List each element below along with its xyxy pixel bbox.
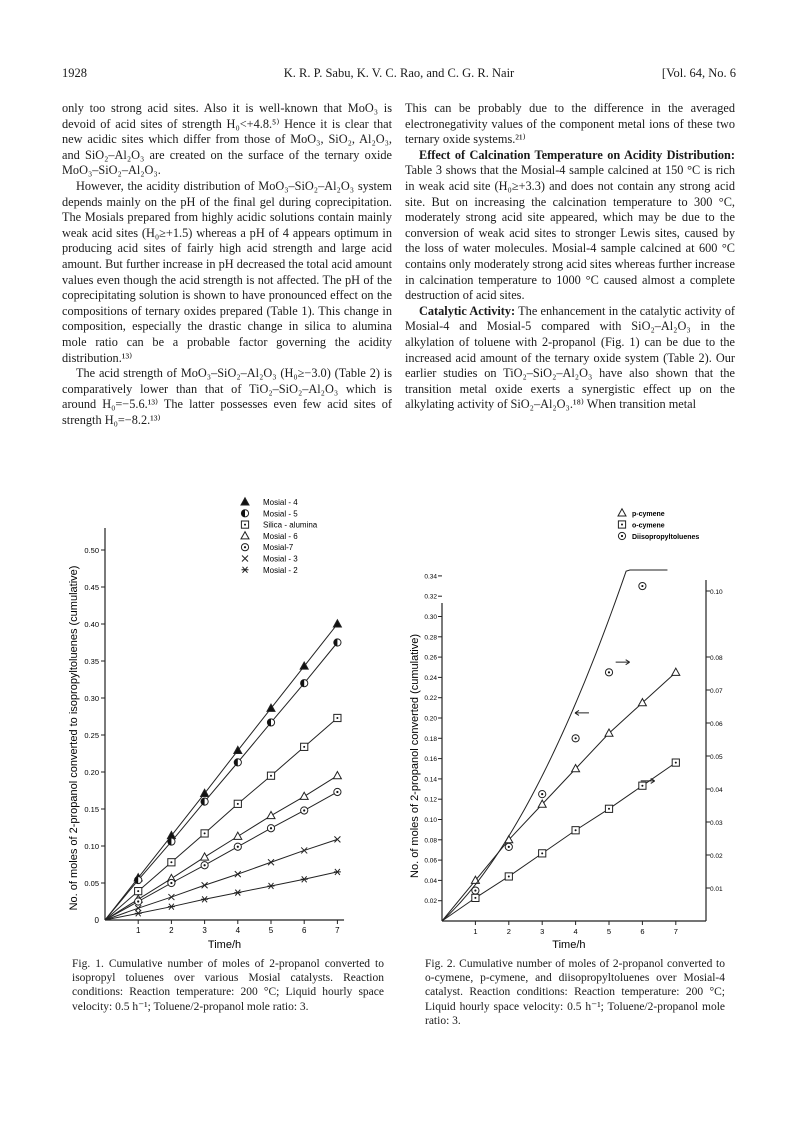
figure-1-caption: Fig. 1. Cumulative number of moles of 2-propanol converted to isopropyl toluenes over various Mosial catalysts. Reaction conditions: Reaction temperature: 200 °C; Liquid hourly space velocity: 0.5 h⁻¹; Toluene/2-propanol mole ratio: 3. — [72, 958, 384, 1013]
fig1-x-tick-label: 2 — [169, 926, 174, 935]
fig2-series — [442, 668, 680, 921]
fig2-x-tick-label: 4 — [573, 927, 578, 936]
fig1-data-point — [168, 904, 175, 910]
fig1-x-tick-label: 5 — [268, 926, 274, 935]
volume-label: [Vol. 64, No. 6 — [661, 66, 736, 80]
fig1-legend-label: Mosial - 5 — [263, 509, 298, 519]
fig1-data-point-dot — [137, 900, 139, 902]
left-text-column — [62, 101, 392, 428]
fig1-legend-label: Silica - alumina — [263, 520, 318, 530]
fig2-y-tick-label-right: 0.08 — [710, 655, 723, 662]
fig1-data-point — [234, 843, 241, 850]
paragraph — [405, 148, 735, 304]
fig1-legend — [241, 498, 318, 575]
fig2-legend — [618, 509, 699, 541]
fig2-data-point — [539, 791, 546, 798]
fig1-data-point — [234, 800, 241, 807]
fig2-data-point — [639, 582, 646, 589]
fig2-y-tick-label-right: 0.01 — [710, 886, 723, 893]
fig1-data-point — [201, 896, 208, 902]
paragraph-text: The enhancement in the catalytic activity of Mosial-4 and Mosial-5 compared with SiO₂–Al₂O₃ in the alkylation of toluene with 2-propanol (Fig. 1) can be due to the increased acid amount of the ternary oxide system (Table 2). Our earlier studies on TiO₂–SiO₂–Al₂O₃ have also shown that the transition metal oxide exerts a synergistic effect up on the alkylating activity of SiO₂–Al₂O₃.¹⁸⁾ When transition metal — [405, 303, 735, 412]
fig2-data-point — [539, 850, 546, 857]
fig2-y-tick-label-right: 0.07 — [710, 688, 723, 695]
fig2-y-tick-label-right: 0.02 — [710, 853, 723, 860]
fig2-y-tick-label-right: 0.03 — [710, 820, 723, 827]
fig1-legend-marker-dot — [244, 546, 246, 548]
fig1-data-point — [201, 853, 209, 860]
fig2-data-point-dot — [608, 808, 610, 810]
fig2-data-point — [605, 669, 612, 676]
page-header — [62, 66, 736, 84]
fig2-x-tick-label: 7 — [673, 927, 678, 936]
fig2-y-tick-label-right: 0.05 — [710, 754, 723, 761]
fig2-y-tick-label-left: 0.10 — [424, 817, 437, 824]
fig2-legend-label: Diisopropyltoluenes — [632, 534, 700, 541]
fig2-series-line — [442, 570, 667, 921]
fig1-data-point-dot — [270, 775, 272, 777]
fig1-legend-marker — [241, 544, 248, 551]
fig1-series — [105, 714, 341, 920]
fig2-data-point-dot — [575, 737, 577, 739]
fig1-data-point — [267, 825, 274, 832]
fig2-data-point-dot — [641, 585, 643, 587]
fig1-data-point — [301, 680, 308, 687]
fig2-data-point — [605, 805, 612, 812]
fig2-data-point — [572, 827, 579, 834]
fig2-data-point — [472, 887, 479, 894]
fig1-series — [105, 788, 341, 920]
fig2-y-tick-label-left: 0.24 — [424, 674, 437, 682]
fig1-data-point — [202, 882, 208, 888]
fig1-legend-marker — [241, 521, 248, 528]
fig1-data-point-dot — [137, 890, 139, 892]
fig2-y-tick-label-right: 0.10 — [710, 589, 723, 596]
fig1-legend-marker — [241, 498, 249, 505]
fig2-x-tick-label: 1 — [473, 927, 478, 936]
paragraph: This can be probably due to the difference in the averaged electronegativity values of the component metal ions of these two ternary oxide systems.²¹⁾ — [405, 101, 735, 147]
fig1-y-origin-label: 0 — [94, 916, 99, 925]
fig2-data-point-dot — [474, 889, 476, 891]
fig1-data-point — [301, 743, 308, 750]
fig2-x-tick-label: 2 — [506, 927, 511, 936]
fig2-y-tick-label-left: 0.18 — [424, 735, 437, 743]
fig2-x-tick-label: 6 — [640, 927, 645, 936]
fig2-data-point-dot — [541, 852, 543, 854]
fig2-y-tick-label-left: 0.34 — [424, 573, 437, 581]
fig2-series — [442, 570, 667, 921]
fig1-x-tick-label: 3 — [202, 926, 207, 935]
fig1-data-point-dot — [303, 746, 305, 748]
fig1-y-tick-label: 0.15 — [84, 805, 99, 814]
fig1-data-point-dot — [204, 864, 206, 866]
fig1-legend-label: Mosial - 4 — [263, 498, 298, 507]
fig1-data-point — [301, 807, 308, 814]
paragraph: The acid strength of MoO₃–SiO₂–Al₂O₃ (H₀≥−3.0) (Table 2) is comparatively lower than that of TiO₂–SiO₂–Al₂O₃ which is around H₀=−5.6.¹³⁾ The latter possesses even few acid sites of strength H₀=−8.2.¹³⁾ — [62, 366, 392, 427]
fig1-data-point — [168, 879, 175, 886]
fig1-data-point — [234, 890, 241, 896]
fig2-legend-marker-dot — [621, 535, 623, 537]
fig1-data-point — [201, 830, 208, 837]
fig1-data-point — [300, 792, 308, 799]
fig1-data-point — [333, 772, 341, 779]
fig1-y-tick-label: 0.05 — [84, 879, 99, 888]
fig2-y-tick-label-left: 0.30 — [424, 614, 437, 621]
fig1-x-tick-label: 1 — [135, 926, 141, 935]
fig2-legend-marker — [618, 521, 625, 528]
fig1-data-point — [168, 859, 175, 866]
fig1-legend-label: Mosial-7 — [263, 543, 294, 553]
figure-1-chart — [55, 488, 395, 956]
fig2-data-point-dot — [608, 671, 610, 673]
figure-2-caption: Fig. 2. Cumulative number of moles of 2-propanol converted to o-cymene, p-cymene, and diisopropyltoluenes over Mosial-4 catalyst. Reaction conditions: Reaction temperature: 200 °C; Liquid hourly space velocity: 0.5 h⁻¹; Toluene/2-propanol mole ratio: 3. — [425, 958, 725, 1027]
fig1-y-tick-label: 0.10 — [84, 842, 99, 851]
fig1-x-tick-label: 4 — [235, 926, 241, 935]
page-number: 1928 — [62, 66, 87, 80]
fig2-series — [442, 759, 679, 921]
fig2-data-point-dot — [474, 897, 476, 899]
fig1-legend-label: Mosial - 3 — [263, 554, 298, 564]
fig1-data-point — [267, 719, 274, 726]
section-heading: Catalytic Activity: — [419, 303, 516, 318]
fig1-data-point — [334, 714, 341, 721]
fig2-data-point — [505, 873, 512, 880]
fig2-x-tick-label: 5 — [606, 927, 612, 936]
fig1-data-point-dot — [237, 803, 239, 805]
fig1-y-tick-label: 0.20 — [84, 768, 99, 777]
fig1-data-point-dot — [303, 809, 305, 811]
fig2-legend-marker — [618, 532, 625, 539]
fig2-y-tick-label-left: 0.28 — [424, 634, 437, 642]
fig1-data-point — [334, 639, 341, 646]
paragraph-text: Table 3 shows that the Mosial-4 sample calcined at 150 °C is rich in weak acid site (H₀≥+3.3) and does not contain any strong acid site. But on increasing the calcination temperature to 300 °C, moderately strong acid site appeared, which may be due to the conversion of weak acid sites to stronger Lewis sites, caused by the loss of water molecules. Mosial-4 sample calcined at 600 °C contains only moderately strong acid sites whereas further increase in calcination temperature to 1000 °C caused almost a complete destruction of acid sites. — [405, 163, 735, 303]
fig1-data-point — [168, 838, 175, 845]
fig2-data-point — [672, 759, 679, 766]
fig1-legend-label: Mosial - 2 — [263, 565, 298, 575]
fig2-data-point — [672, 668, 680, 675]
fig2-y-tick-label-left: 0.22 — [424, 695, 437, 703]
fig1-legend-marker-dot — [244, 524, 246, 526]
fig1-data-point — [334, 788, 341, 795]
fig2-data-point — [572, 735, 579, 742]
paragraph: However, the acidity distribution of MoO₃–SiO₂–Al₂O₃ system depends mainly on the pH of the final gel during coprecipitation. The Mosials prepared from highly acidic solutions contain mainly weak acid sites (H₀≥+1.5) whereas a pH of 4 appears optimum in producing acid sites of fairly high acid strength and large acid amount. But further increase in pH decreased the total acid amount values even though the acid strength is not affected. The pH of the coprecipitating solution is shown to have pronounced effect on the compositions of ternary oxides prepared (Table 1). This change in composition, especially the drastic change in silica to alumina mole ratio can be a probable factor governing the acidity distribution.¹³⁾ — [62, 178, 392, 365]
fig1-data-point-dot — [170, 882, 172, 884]
fig1-legend-marker — [242, 556, 248, 562]
fig1-series — [105, 620, 341, 920]
fig1-y-axis-label: No. of moles of 2-propanol converted to isopropyltoluenes (cumulative) — [68, 565, 80, 911]
fig2-y-tick-label-right: 0.04 — [710, 787, 723, 794]
fig1-data-point — [234, 832, 242, 839]
fig1-data-point — [267, 772, 274, 779]
fig1-y-tick-label: 0.30 — [84, 694, 99, 703]
fig1-data-point-dot — [237, 846, 239, 848]
fig1-data-point — [235, 871, 241, 877]
fig2-axis-indicators — [575, 660, 655, 784]
fig1-data-point — [268, 859, 274, 865]
fig1-y-tick-label: 0.50 — [84, 546, 99, 555]
fig2-y-tick-label-left: 0.32 — [424, 593, 437, 601]
fig1-data-point — [135, 876, 142, 883]
fig2-data-point-dot — [675, 762, 677, 764]
fig1-y-tick-label: 0.25 — [84, 731, 99, 740]
fig1-legend-marker — [241, 510, 248, 517]
fig1-data-point-dot — [170, 861, 172, 863]
paragraph — [405, 304, 735, 413]
fig2-data-point-dot — [508, 846, 510, 848]
fig1-data-point — [135, 888, 142, 895]
fig1-data-point — [334, 836, 340, 842]
fig2-y-tick-label-left: 0.08 — [424, 837, 437, 845]
fig1-data-point — [201, 798, 208, 805]
fig2-data-point-dot — [508, 875, 510, 877]
fig2-legend-label: o-cymene — [632, 522, 665, 530]
fig2-y-tick-label-left: 0.02 — [424, 898, 437, 906]
fig2-y-tick-label-right: 0.06 — [710, 721, 723, 728]
fig1-legend-marker — [242, 567, 249, 573]
fig1-series — [105, 772, 341, 921]
fig1-y-tick-label: 0.45 — [84, 583, 99, 592]
fig1-legend-marker — [241, 532, 249, 539]
fig2-data-point-dot — [641, 785, 643, 787]
fig2-y-tick-label-left: 0.16 — [424, 756, 437, 764]
fig1-data-point — [267, 811, 275, 818]
fig2-data-point — [639, 782, 646, 789]
fig2-x-axis-label: Time/h — [552, 939, 586, 951]
running-head-authors: K. R. P. Sabu, K. V. C. Rao, and C. G. R. Nair — [283, 66, 515, 80]
right-text-column — [405, 101, 735, 413]
axis-arrow-icon — [616, 660, 630, 665]
fig1-data-point — [334, 869, 341, 875]
fig1-data-point — [268, 883, 275, 889]
fig2-legend-marker — [618, 509, 626, 516]
fig1-data-point-dot — [204, 832, 206, 834]
fig1-x-tick-label: 7 — [335, 926, 340, 935]
fig2-y-tick-label-left: 0.26 — [424, 654, 437, 662]
fig1-data-point — [135, 898, 142, 905]
fig2-data-point-dot — [575, 829, 577, 831]
fig2-legend-label: p-cymene — [632, 511, 665, 518]
fig1-data-point — [201, 862, 208, 869]
fig2-data-point — [505, 843, 512, 850]
fig1-axes — [68, 528, 344, 951]
fig1-data-point — [234, 759, 241, 766]
fig1-data-point — [301, 847, 307, 853]
fig2-legend-marker-dot — [621, 524, 623, 526]
fig2-y-tick-label-left: 0.14 — [424, 776, 437, 784]
fig2-y-tick-label-left: 0.04 — [424, 877, 437, 885]
fig1-y-tick-label: 0.40 — [84, 620, 99, 629]
fig2-data-point — [472, 894, 479, 901]
fig2-y-tick-label-left: 0.12 — [424, 796, 437, 804]
fig1-data-point-dot — [270, 827, 272, 829]
fig1-data-point — [333, 620, 341, 627]
axis-arrow-icon — [575, 710, 589, 715]
fig1-data-point — [301, 876, 308, 882]
fig2-y-tick-label-left: 0.06 — [424, 857, 437, 865]
figure-2-chart — [400, 498, 730, 956]
fig1-y-tick-label: 0.35 — [84, 657, 99, 666]
fig2-data-point-dot — [541, 793, 543, 795]
section-heading: Effect of Calcination Temperature on Acidity Distribution: — [419, 147, 735, 162]
fig2-x-tick-label: 3 — [540, 927, 545, 936]
fig1-data-point-dot — [336, 791, 338, 793]
fig2-y-tick-label-left: 0.20 — [424, 715, 437, 723]
paragraph: only too strong acid sites. Also it is well-known that MoO₃ is devoid of acid sites of strength H₀<+4.8.⁵⁾ Hence it is clear that new acidic sites which differ from those of MoO₃, SiO₂, Al₂O₃, and SiO₂–Al₂O₃ are created on the surface of the ternary oxide MoO₃–SiO₂–Al₂O₃. — [62, 101, 392, 178]
fig1-legend-label: Mosial - 6 — [263, 531, 298, 541]
fig2-y-axis-label: No. of moles of 2-propanol converted (cumulative) — [409, 634, 421, 878]
fig1-x-tick-label: 6 — [301, 926, 307, 935]
fig1-x-axis-label: Time/h — [207, 939, 242, 951]
fig1-data-point — [168, 894, 174, 900]
fig1-data-point-dot — [336, 717, 338, 719]
